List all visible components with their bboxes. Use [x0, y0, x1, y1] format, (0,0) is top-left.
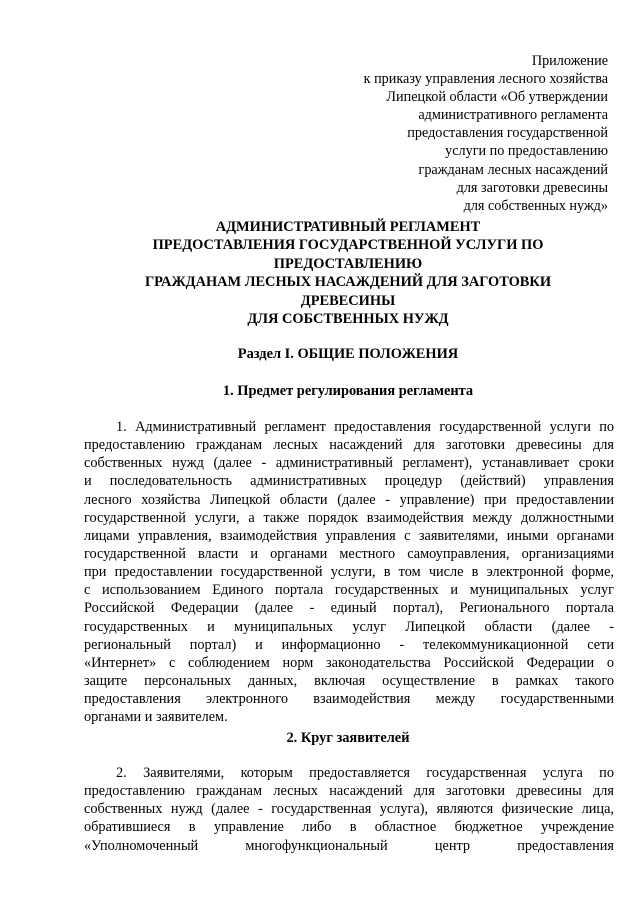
subsection-1-heading: 1. Предмет регулирования регламента: [222, 383, 474, 399]
paragraph-line: собственных нужд (далее - административный регламент), устанавливает сроки: [84, 455, 614, 472]
paragraph-line: «Уполномоченный многофункциональный центр предоставления: [84, 837, 614, 854]
subsection-2-heading: 2. Круг заявителей: [286, 730, 410, 746]
paragraph-line: предоставлению гражданам лесных насаждений для заготовки древесины для: [84, 783, 614, 800]
title-line: ПРЕДОСТАВЛЕНИЮ: [273, 255, 423, 272]
paragraph-line: Российской Федерации (далее - единый портал), Регионального портала: [84, 600, 614, 617]
paragraph-line: при предоставлении государственной услуги, в том числе в электронной форме,: [84, 564, 614, 581]
appendix-line: услуги по предоставлению: [445, 143, 608, 160]
paragraph-line: с использованием Единого портала государственных и муниципальных услуг: [84, 582, 614, 599]
paragraph-line: предоставления электронного взаимодействия между государственными: [84, 691, 614, 708]
appendix-line: гражданам лесных насаждений: [418, 161, 608, 178]
paragraph-line: и последовательность административных процедур (действий) управления: [84, 473, 614, 490]
title-line: ГРАЖДАНАМ ЛЕСНЫХ НАСАЖДЕНИЙ ДЛЯ ЗАГОТОВКИ: [144, 274, 552, 291]
appendix-line: к приказу управления лесного хозяйства: [363, 71, 608, 88]
appendix-line: для собственных нужд»: [463, 197, 608, 214]
appendix-line: Приложение: [531, 53, 608, 69]
title-line: ПРЕДОСТАВЛЕНИЯ ГОСУДАРСТВЕННОЙ УСЛУГИ ПО: [152, 237, 544, 254]
appendix-line: для заготовки древесины: [456, 179, 608, 196]
paragraph-line: государственных и муниципальных услуг Липецкой области (далее -: [84, 618, 614, 635]
paragraph-line: 1. Административный регламент предоставления государственной услуги по: [116, 419, 614, 435]
paragraph-line: лицами управления, взаимодействия управления с заявителями, иными органами: [84, 527, 614, 544]
appendix-line: Липецкой области «Об утверждении: [386, 89, 608, 106]
paragraph-line: обратившиеся в управление либо в областное бюджетное учреждение: [84, 819, 614, 836]
document-title: [80, 218, 616, 328]
paragraph-line: органами и заявителем.: [84, 709, 228, 726]
appendix-block: [364, 52, 608, 215]
paragraph-line: защите персональных данных, включая осуществление в рамках такого: [84, 672, 614, 689]
appendix-line: предоставления государственной: [407, 125, 608, 142]
paragraph-line: «Интернет» с соблюдением норм законодательства Российской Федерации о: [84, 654, 614, 671]
subsection-2-paragraph: [84, 764, 614, 855]
paragraph-line: собственных нужд (далее - государственная услуга), являются физические лица,: [84, 801, 614, 818]
title-line: ДЛЯ СОБСТВЕННЫХ НУЖД: [247, 311, 449, 328]
paragraph-line: региональный портал) и информационно - телекоммуникационной сети: [84, 636, 614, 653]
paragraph-line: государственной власти и органами местного самоуправления, организациями: [84, 545, 614, 562]
paragraph-line: лесного хозяйства Липецкой области (далее - управление) при предоставлении: [84, 491, 614, 508]
paragraph-line: предоставлению гражданам лесных насаждений для заготовки древесины для: [84, 437, 614, 454]
title-line: ДРЕВЕСИНЫ: [300, 292, 396, 309]
subsection-1-paragraph: [84, 418, 614, 726]
paragraph-line: государственной услуги, а также порядок взаимодействия между должностными: [84, 509, 614, 526]
appendix-line: административного регламента: [418, 107, 608, 124]
section-heading: Раздел I. ОБЩИЕ ПОЛОЖЕНИЯ: [237, 346, 459, 362]
title-line: АДМИНИСТРАТИВНЫЙ РЕГЛАМЕНТ: [215, 219, 481, 235]
paragraph-line: 2. Заявителями, которым предоставляется государственная услуга по: [116, 765, 614, 781]
